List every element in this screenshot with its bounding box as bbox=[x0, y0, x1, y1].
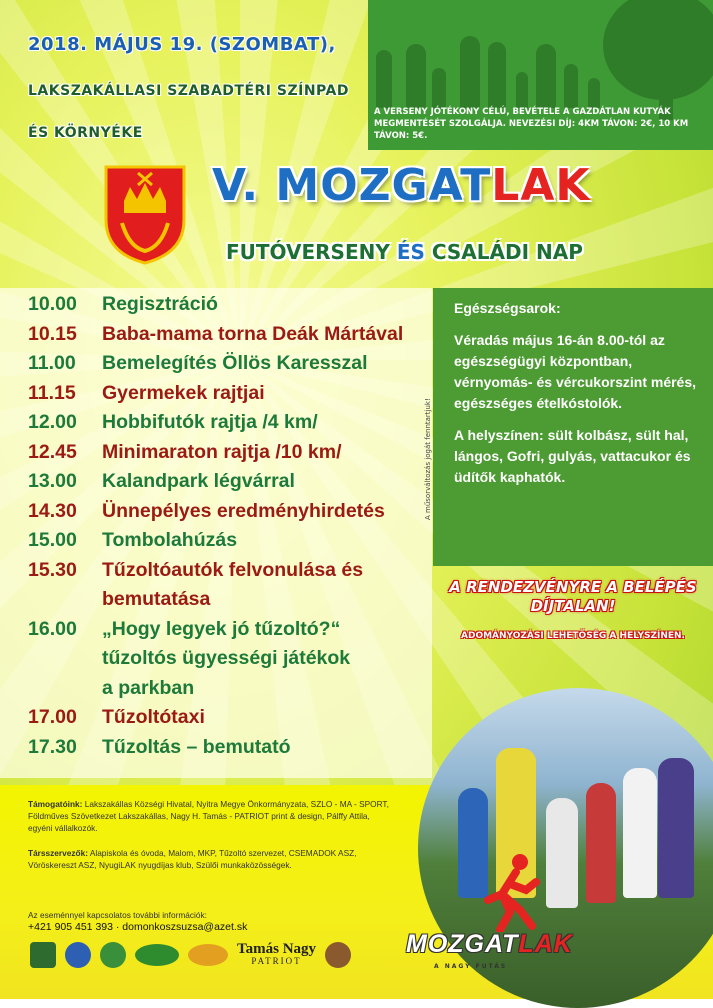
person-silhouette-icon bbox=[406, 44, 426, 108]
schedule-row bbox=[0, 526, 432, 556]
person-silhouette-icon bbox=[376, 50, 392, 108]
event-venue-surroundings: ÉS KÖRNYÉKE bbox=[28, 125, 143, 141]
schedule-time: 13.00 bbox=[28, 470, 77, 492]
schedule-row bbox=[0, 349, 432, 379]
supporters: Támogatóink: Lakszakállas Községi Hivatal, Nyitra Megye Önkormányzata, SZLO - MA - SPORT, Földműves Szövetkezet Lakszakállas, Nagy H. Tamás - PATRIOT print & design, Pálffy Attila, egyéni vállalkozók. bbox=[28, 799, 389, 833]
schedule-row bbox=[0, 379, 432, 409]
schedule-event: Tűzoltótaxi bbox=[102, 706, 205, 728]
schedule-event: Tűzoltóautók felvonulása és bbox=[102, 558, 364, 581]
coat-of-arms-icon bbox=[104, 165, 186, 265]
event-subtitle: FUTÓVERSENY ÉS CSALÁDI NAP bbox=[226, 240, 583, 264]
title-prefix: V. MOZGAT bbox=[212, 160, 492, 211]
mozgatlak-tagline: A NAGY FUTÁS bbox=[434, 963, 508, 970]
schedule-row bbox=[0, 320, 432, 350]
organizers: Társszervezők: Alapiskola és óvoda, Malom, MKP, Tűzoltó szervezet, CSEMADOK ASZ, Vöröskereszt ASZ, NyugiLAK nyugdíjas klub, Szülői munkaközösségek. bbox=[28, 848, 357, 870]
sponsor-logo-icon bbox=[65, 942, 91, 968]
sponsor-logo-icon bbox=[30, 942, 56, 968]
person-silhouette-icon bbox=[588, 78, 600, 108]
schedule-row bbox=[0, 615, 432, 645]
schedule-time: 17.30 bbox=[28, 735, 77, 758]
schedule-list bbox=[0, 290, 432, 762]
sponsor-logo-icon bbox=[188, 944, 228, 966]
schedule-event: Ünnepélyes eredményhirdetés bbox=[102, 499, 385, 522]
tree-icon bbox=[603, 0, 713, 100]
schedule-time: 11.00 bbox=[28, 352, 76, 374]
schedule-row bbox=[0, 497, 432, 527]
person-silhouette-icon bbox=[488, 42, 506, 108]
schedule-time: 15.00 bbox=[28, 529, 77, 551]
schedule-event: Bemelegítés Öllös Karesszal bbox=[102, 352, 368, 374]
schedule-event: Hobbifutók rajtja /4 km/ bbox=[102, 411, 318, 433]
schedule-time: 15.30 bbox=[28, 558, 77, 581]
schedule-time: 17.00 bbox=[28, 706, 77, 728]
charity-note: A VERSENY JÓTÉKONY CÉLÚ, BEVÉTELE A GAZDÁTLAN KUTYÁK MEGMENTÉSÉT SZOLGÁLJA. NEVEZÉSI DÍJ: 4KM TÁVON: 2€, 10 KM TÁVON: 5€. bbox=[374, 107, 689, 141]
schedule-row bbox=[0, 408, 432, 438]
title-suffix: LAK bbox=[491, 160, 591, 211]
schedule-event: Kalandpark légvárral bbox=[102, 470, 295, 492]
sponsor-logo-icon bbox=[100, 942, 126, 968]
schedule-event: a parkban bbox=[102, 676, 195, 699]
health-corner-text bbox=[454, 298, 704, 499]
schedule-time bbox=[0, 674, 102, 704]
event-venue: LAKSZAKÁLLASI SZABADTÉRI SZÍNPAD bbox=[28, 83, 349, 99]
health-body: Véradás május 16-án 8.00-tól az egészségügyi központban, vérnyomás- és vércukorszint mérés, egészséges ételkóstolók. bbox=[454, 332, 697, 411]
person-silhouette-icon bbox=[564, 64, 578, 108]
program-change-note: A műsorváltozás jogát fenntartjuk! bbox=[424, 398, 432, 520]
runner-logo-icon bbox=[480, 852, 542, 932]
donation-notice: ADOMÁNYOZÁSI LEHETŐSÉG A HELYSZÍNEN. bbox=[461, 631, 685, 641]
contact-line: +421 905 451 393 · domonkoszsuzsa@azet.sk bbox=[28, 921, 248, 933]
schedule-event: Gyermekek rajtjai bbox=[102, 381, 265, 404]
person-silhouette-icon bbox=[432, 68, 446, 108]
schedule-row bbox=[0, 644, 432, 674]
health-title: Egészségsarok: bbox=[454, 300, 561, 316]
event-date: 2018. MÁJUS 19. (SZOMBAT), bbox=[28, 34, 336, 55]
schedule-row bbox=[0, 585, 432, 615]
sponsor-logo-icon bbox=[325, 942, 351, 968]
sponsor-logos bbox=[30, 942, 351, 968]
event-title bbox=[212, 160, 590, 211]
schedule-time: 10.15 bbox=[28, 322, 77, 345]
schedule-row bbox=[0, 467, 432, 497]
schedule-event: tűzoltós ügyességi játékok bbox=[102, 647, 351, 669]
schedule-row bbox=[0, 674, 432, 704]
free-entry-notice: A RENDEZVÉNYRE A BELÉPÉS DÍJTALAN! bbox=[449, 578, 697, 615]
schedule-time: 14.30 bbox=[28, 499, 77, 522]
schedule-event: Tombolahúzás bbox=[102, 529, 238, 551]
sponsor-logo-icon bbox=[135, 944, 179, 966]
schedule-row bbox=[0, 703, 432, 733]
health-food: A helyszínen: sült kolbász, sült hal, lángos, Gofri, gulyás, vattacukor és üdítők kaphatók. bbox=[454, 427, 691, 485]
patriot-logo: Tamás Nagy PATRIOT bbox=[237, 941, 317, 966]
schedule-event: Minimaraton rajtja /10 km/ bbox=[102, 440, 342, 463]
sponsors-section bbox=[28, 798, 393, 884]
schedule-time: 12.00 bbox=[28, 411, 77, 433]
schedule-row bbox=[0, 290, 432, 320]
schedule-time bbox=[0, 585, 102, 615]
schedule-event: Baba-mama torna Deák Mártával bbox=[102, 322, 404, 345]
person-silhouette-icon bbox=[536, 44, 556, 108]
schedule-row bbox=[0, 438, 432, 468]
schedule-event: Tűzoltás – bemutató bbox=[102, 735, 291, 758]
schedule-time: 10.00 bbox=[28, 293, 77, 315]
schedule-event: „Hogy legyek jó tűzoltó?“ bbox=[102, 617, 341, 640]
schedule-event: bemutatása bbox=[102, 588, 211, 610]
schedule-time bbox=[0, 644, 102, 674]
schedule-event: Regisztráció bbox=[102, 293, 218, 315]
person-silhouette-icon bbox=[516, 72, 528, 108]
schedule-time: 11.15 bbox=[28, 381, 76, 404]
person-silhouette-icon bbox=[460, 36, 480, 108]
mozgatlak-logo: MOZGATLAK bbox=[406, 930, 573, 958]
schedule-row bbox=[0, 733, 432, 763]
schedule-time: 12.45 bbox=[28, 440, 77, 463]
schedule-row bbox=[0, 556, 432, 586]
schedule-time: 16.00 bbox=[28, 617, 77, 640]
contact-label: Az eseménnyel kapcsolatos további információk: bbox=[28, 910, 207, 920]
